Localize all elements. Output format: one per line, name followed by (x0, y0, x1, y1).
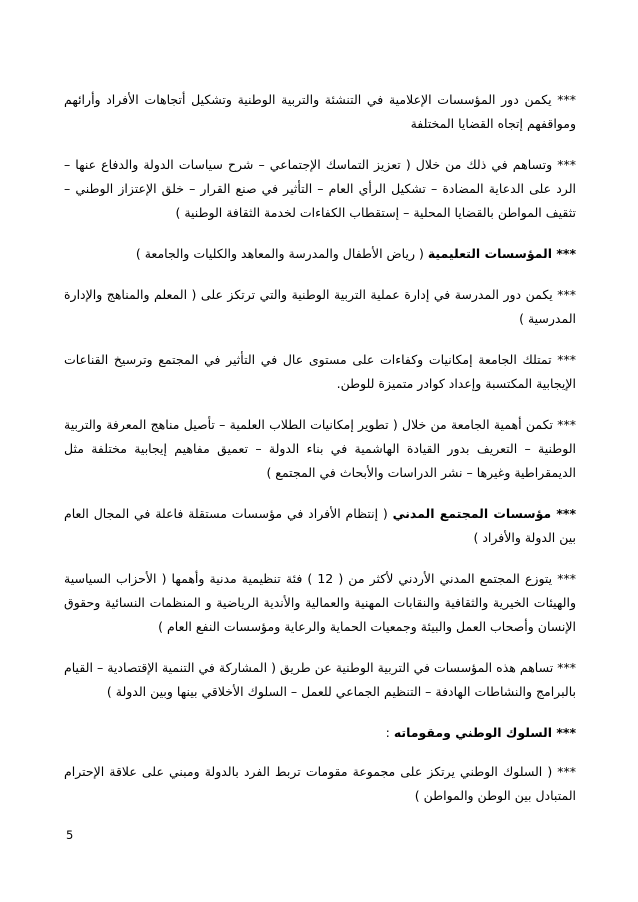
paragraph-national-behavior (64, 760, 576, 808)
page-number: 5 (66, 828, 74, 842)
paragraph-text: *** ( السلوك الوطني يرتكز على مجموعة مقومات تربط الفرد بالدولة ومبني على علاقة الإحترام المتبادل بين الوطن والمواطن ) (64, 764, 576, 803)
paragraph-text: *** يكمن دور المدرسة في إدارة عملية التربية الوطنية والتي ترتكز على ( المعلم والمناهج والإدارة المدرسية ) (64, 287, 576, 326)
paragraph-media-role (64, 88, 576, 136)
paragraph-text: *** وتساهم في ذلك من خلال ( تعزيز التماسك الإجتماعي – شرح سياسات الدولة والدفاع عنها – الرد على الدعاية المضادة – تشكيل الرأي العام – التأثير في صنع القرار – خلق الإعتزاز الوطني – تثقيف المواطن بالقضايا المحلية – إستقطاب الكفاءات لخدمة الثقافة الوطنية ) (64, 157, 576, 220)
paragraph-civil-society-categories (64, 567, 576, 639)
paragraph-civil-society (64, 502, 576, 550)
paragraph-university-importance (64, 413, 576, 485)
paragraph-media-contribution (64, 153, 576, 225)
paragraph-text: *** تكمن أهمية الجامعة من خلال ( تطوير إمكانيات الطلاب العلمية – تأصيل مناهج المعرفة والتربية الوطنية – التعريف بدور القيادة الهاشمية في بناء الدولة – تعميق مفاهيم إيجابية مختلفة مثل الديمقراطية وغيرها – نشر الدراسات والأبحاث في المجتمع ) (64, 417, 576, 480)
paragraph-text: ( إنتظام الأفراد في مؤسسات مستقلة فاعلة في المجال العام بين الدولة والأفراد ) (64, 506, 576, 545)
paragraph-institutions-contribution (64, 656, 576, 704)
paragraph-national-behavior-heading (64, 721, 576, 745)
paragraph-text: *** يكمن دور المؤسسات الإعلامية في التنشئة والتربية الوطنية وتشكيل أتجاهات الأفراد وأرائهم ومواقفهم إتجاه القضايا المختلفة (64, 92, 576, 131)
paragraph-text: *** تساهم هذه المؤسسات في التربية الوطنية عن طريق ( المشاركة في التنمية الإقتصادية – القيام بالبرامج والنشاطات الهادفة – التنظيم الجماعي للعمل – السلوك الأخلاقي بينها وبين الدولة ) (64, 660, 576, 699)
document-body (64, 88, 576, 825)
paragraph-text: : (385, 725, 394, 740)
paragraph-text: ( رياض الأطفال والمدرسة والمعاهد والكليات والجامعة ) (135, 246, 428, 261)
paragraph-lead: *** مؤسسات المجتمع المدني (392, 506, 576, 521)
paragraph-educational-institutions (64, 242, 576, 266)
paragraph-text: *** يتوزع المجتمع المدني الأردني لأكثر من ( 12 ) فئة تنظيمية مدنية وأهمها ( الأحزاب السياسية والهيئات الخيرية والثقافية والنقابات المهنية والعمالية والأندية الرياضية و المنظمات النسائية وحقوق الإنسان وأصحاب العمل والبيئة وجمعيات الحماية والرعاية ومؤسسات النفع العام ) (64, 571, 576, 634)
paragraph-university-capabilities (64, 348, 576, 396)
paragraph-lead: *** المؤسسات التعليمية (427, 246, 576, 261)
paragraph-text: *** تمتلك الجامعة إمكانيات وكفاءات على مستوى عال في التأثير في المجتمع وترسيخ القناعات الإيجابية المكتسبة وإعداد كوادر متميزة للوطن. (64, 352, 576, 391)
paragraph-lead: *** السلوك الوطني ومقوماته (393, 725, 576, 740)
paragraph-school-role (64, 283, 576, 331)
